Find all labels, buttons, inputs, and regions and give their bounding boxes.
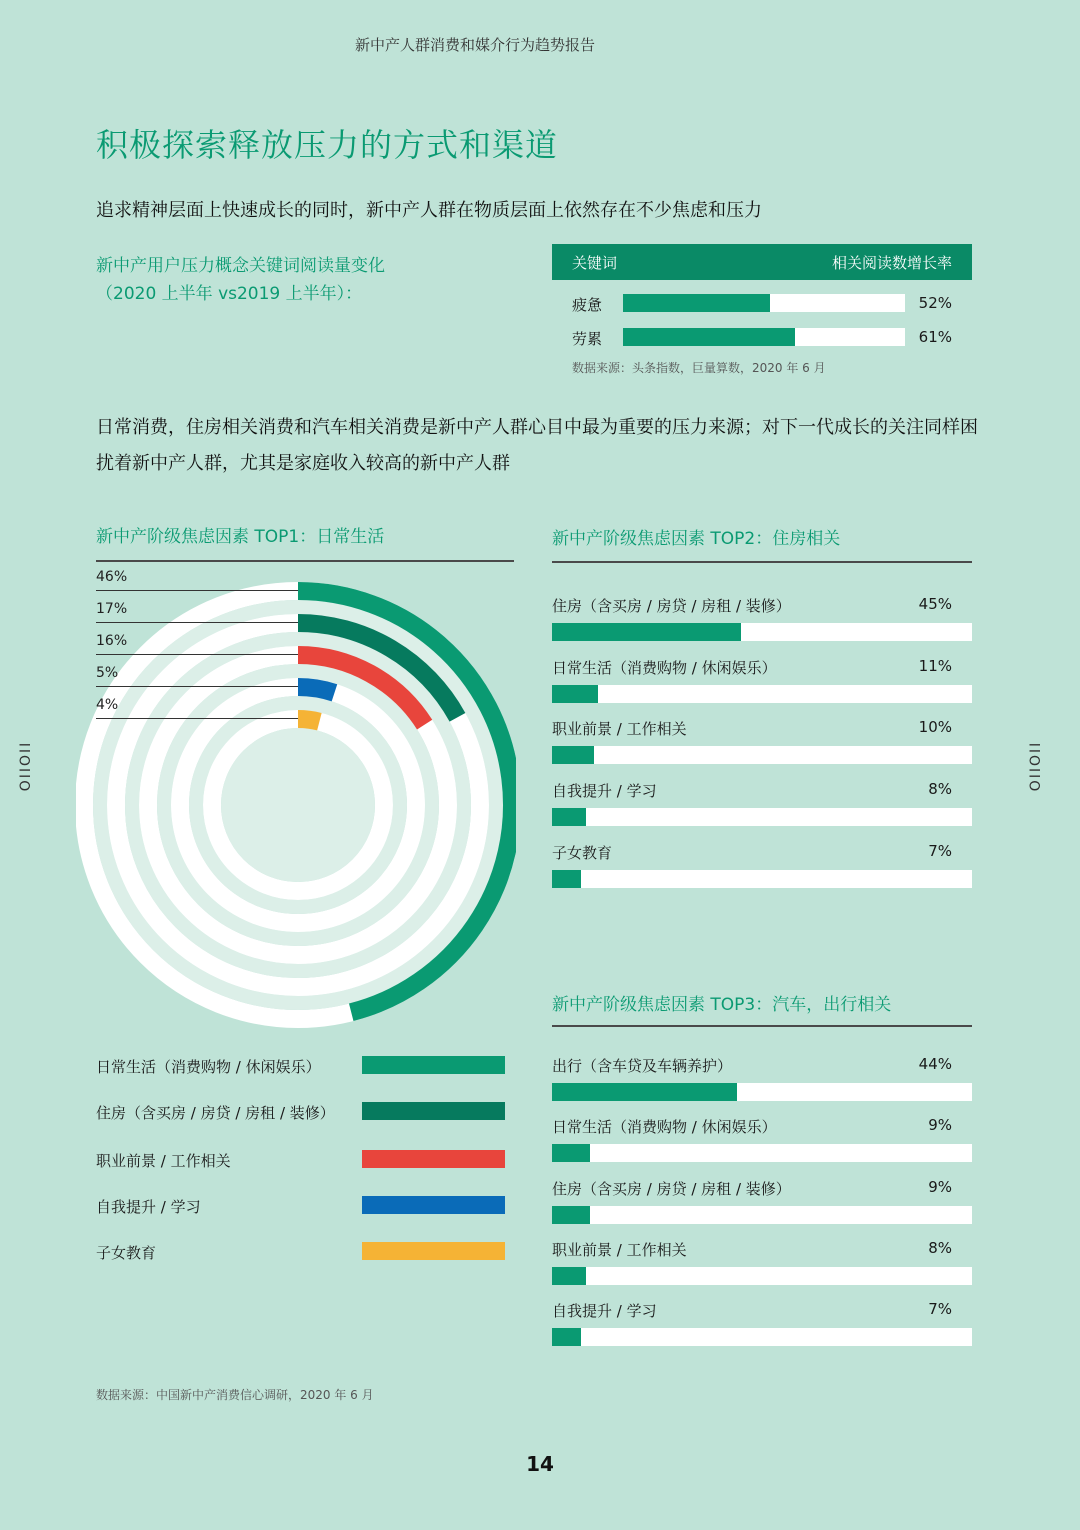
hbar-row	[552, 1116, 972, 1164]
radial-bar	[298, 719, 319, 722]
legend-label: 日常生活（消费购物 / 休闲娱乐）	[96, 1058, 321, 1076]
hbar-value: 7%	[928, 841, 952, 860]
hbar-row	[552, 1055, 972, 1103]
legend-item	[96, 1150, 506, 1170]
keyword-label: 劳累	[572, 330, 603, 348]
hbar-track	[552, 685, 972, 703]
hbar-track	[552, 1328, 972, 1346]
top3-title: 新中产阶级焦虑因素 TOP3：汽车，出行相关	[552, 995, 892, 1015]
top1-title: 新中产阶级焦虑因素 TOP1：日常生活	[96, 527, 385, 547]
keyword-source: 数据来源：头条指数，巨量算数，2020 年 6 月	[572, 361, 826, 375]
keyword-header-col1: 关键词	[572, 253, 618, 272]
hbar-row	[552, 718, 972, 766]
top3-divider	[552, 1025, 972, 1027]
hbar-value: 9%	[928, 1116, 952, 1135]
side-mark-right: IIOIIO	[1025, 742, 1042, 794]
top2-divider	[552, 561, 972, 563]
radial-leader-line	[96, 686, 298, 687]
hbar-value: 10%	[918, 718, 952, 737]
legend-swatch	[362, 1102, 505, 1120]
legend-label: 子女教育	[96, 1244, 157, 1262]
hbar-label: 职业前景 / 工作相关	[552, 720, 687, 739]
hbar-value: 11%	[918, 656, 952, 675]
legend-item	[96, 1196, 506, 1216]
keyword-bar	[623, 328, 795, 346]
hbar-bar	[552, 808, 586, 826]
hbar-row	[552, 842, 972, 890]
hbar-label: 住房（含买房 / 房贷 / 房租 / 装修）	[552, 597, 791, 615]
bottom-source: 数据来源：中国新中产消费信心调研，2020 年 6 月	[96, 1388, 374, 1402]
hbar-row	[552, 1300, 972, 1348]
ring-center	[228, 735, 368, 875]
keyword-table-header	[552, 244, 972, 280]
hbar-label: 住房（含买房 / 房贷 / 房租 / 装修）	[552, 1179, 791, 1198]
keyword-value: 52%	[918, 294, 952, 312]
hbar-track	[552, 1083, 972, 1101]
legend-swatch	[362, 1196, 505, 1214]
page-subtitle: 追求精神层面上快速成长的同时，新中产人群在物质层面上依然存在不少焦虑和压力	[96, 200, 762, 221]
hbar-track	[552, 1267, 972, 1285]
summary-paragraph: 日常消费，住房相关消费和汽车相关消费是新中产人群心目中最为重要的压力来源；对下一代成长的关注同样困扰着新中产人群，尤其是家庭收入较高的新中产人群	[96, 417, 978, 474]
hbar-value: 8%	[928, 780, 952, 799]
radial-leader-line	[96, 590, 298, 591]
legend-swatch	[362, 1242, 505, 1260]
keyword-title-line2: （2020 上半年 vs2019 上半年）：	[96, 284, 363, 304]
radial-value-label: 46%	[96, 569, 128, 585]
hbar-value: 44%	[918, 1055, 952, 1073]
hbar-row	[552, 1239, 972, 1287]
radial-value-label: 16%	[96, 633, 128, 649]
hbar-bar	[552, 1144, 590, 1162]
hbar-track	[552, 623, 972, 641]
radial-bar-chart	[76, 570, 516, 1030]
keyword-row	[552, 320, 972, 354]
hbar-bar	[552, 870, 581, 888]
radial-leader-line	[96, 654, 298, 655]
legend-swatch	[362, 1150, 505, 1168]
hbar-row	[552, 657, 972, 705]
keyword-row	[552, 286, 972, 320]
hbar-label: 出行（含车贷及车辆养护）	[552, 1057, 733, 1075]
hbar-bar	[552, 623, 741, 641]
hbar-value: 8%	[928, 1238, 952, 1257]
legend-item	[96, 1242, 506, 1262]
legend-item	[96, 1102, 506, 1122]
hbar-label: 自我提升 / 学习	[552, 1302, 657, 1321]
hbar-track	[552, 746, 972, 764]
hbar-row	[552, 1178, 972, 1226]
hbar-value: 7%	[928, 1300, 952, 1319]
page-title: 积极探索释放压力的方式和渠道	[96, 126, 559, 164]
hbar-track	[552, 1206, 972, 1224]
hbar-label: 子女教育	[552, 843, 613, 862]
hbar-track	[552, 1144, 972, 1162]
hbar-bar	[552, 685, 598, 703]
legend-label: 职业前景 / 工作相关	[96, 1152, 231, 1170]
hbar-value: 9%	[928, 1177, 952, 1196]
page-number: 14	[526, 1452, 554, 1476]
keyword-header-col2: 相关阅读数增长率	[831, 253, 952, 272]
radial-leader-line	[96, 622, 298, 623]
hbar-label: 日常生活（消费购物 / 休闲娱乐）	[552, 1118, 777, 1137]
report-header: 新中产人群消费和媒介行为趋势报告	[354, 36, 595, 54]
radial-bar	[298, 687, 334, 693]
keyword-table	[552, 244, 972, 354]
hbar-row	[552, 780, 972, 828]
keyword-bar-track	[623, 294, 905, 312]
radial-value-label: 4%	[96, 697, 119, 713]
top1-divider	[96, 560, 514, 562]
side-mark-left: IIOIIO	[15, 742, 32, 794]
hbar-row	[552, 595, 972, 643]
legend-label: 住房（含买房 / 房贷 / 房租 / 装修）	[96, 1104, 335, 1122]
hbar-label: 职业前景 / 工作相关	[552, 1240, 687, 1259]
keyword-bar-track	[623, 328, 905, 346]
keyword-title-line1: 新中产用户压力概念关键词阅读量变化	[96, 256, 385, 276]
radial-value-label: 5%	[96, 665, 119, 681]
legend-item	[96, 1056, 506, 1076]
legend-swatch	[362, 1056, 505, 1074]
hbar-bar	[552, 746, 594, 764]
hbar-label: 日常生活（消费购物 / 休闲娱乐）	[552, 658, 777, 677]
top2-title: 新中产阶级焦虑因素 TOP2：住房相关	[552, 529, 841, 549]
legend-label: 自我提升 / 学习	[96, 1198, 201, 1216]
keyword-bar	[623, 294, 770, 312]
hbar-value: 45%	[918, 595, 952, 613]
keyword-value: 61%	[918, 328, 952, 346]
keyword-label: 疲惫	[572, 296, 603, 314]
hbar-label: 自我提升 / 学习	[552, 782, 657, 801]
hbar-bar	[552, 1083, 737, 1101]
hbar-bar	[552, 1267, 586, 1285]
hbar-track	[552, 808, 972, 826]
hbar-track	[552, 870, 972, 888]
hbar-bar	[552, 1206, 590, 1224]
radial-leader-line	[96, 718, 298, 719]
keyword-section-title	[96, 252, 385, 308]
radial-value-label: 17%	[96, 601, 128, 617]
hbar-bar	[552, 1328, 581, 1346]
